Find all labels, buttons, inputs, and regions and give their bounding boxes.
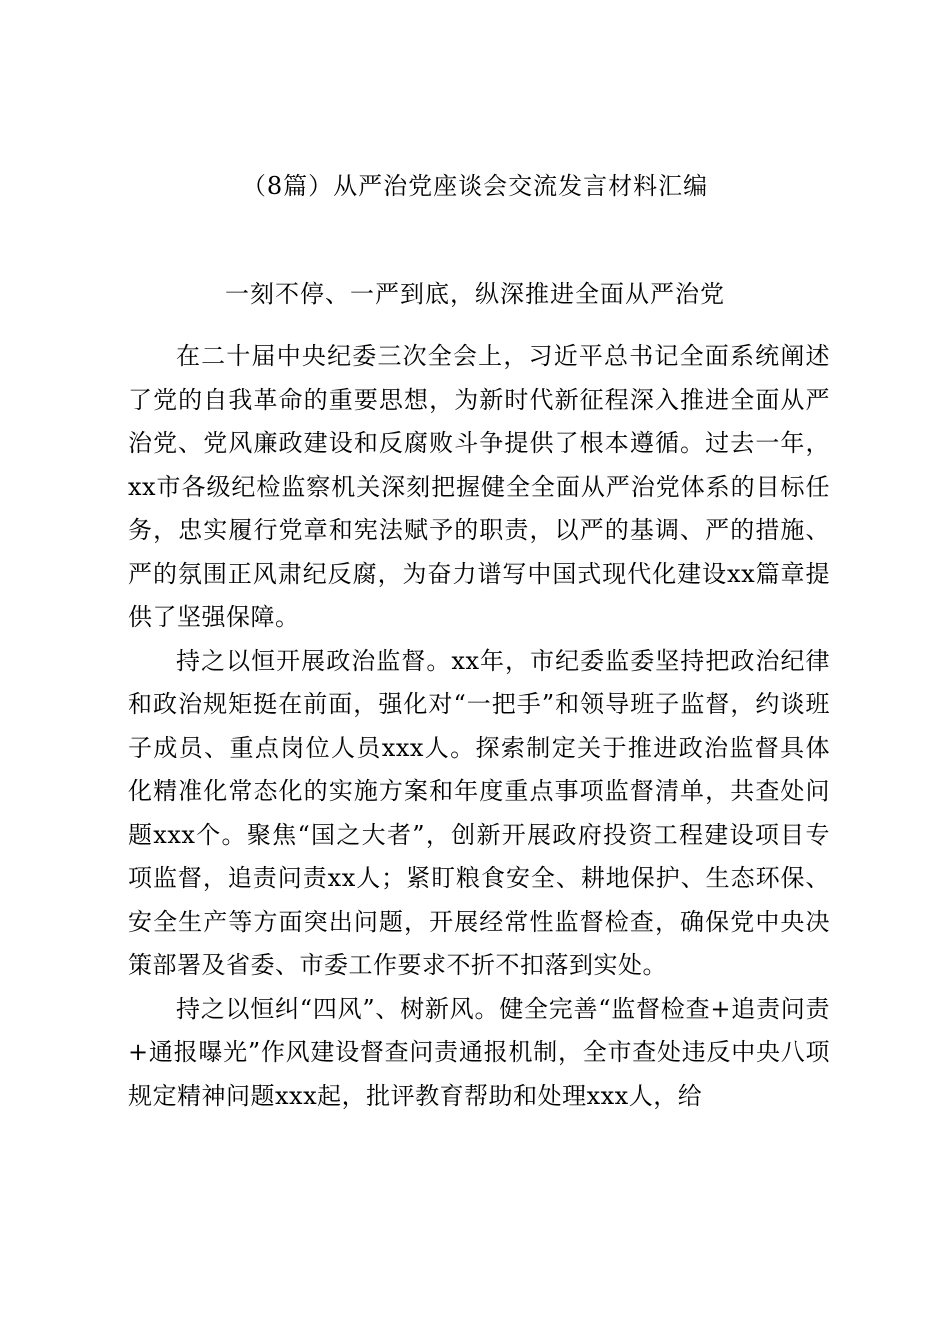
document-title: （8篇）从严治党座谈会交流发言材料汇编: [241, 172, 709, 200]
document-body: [128, 335, 830, 1118]
paragraph-four-winds: 持之以恒纠“四风”、树新风。健全完善“监督检查+追责问责+通报曝光”作风建设督查问责通报机制，全市查处违反中央八项规定精神问题xxx起，批评教育帮助和处理xxx人，给: [128, 994, 830, 1110]
paragraph-intro: 在二十届中央纪委三次全会上，习近平总书记全面系统阐述了党的自我革命的重要思想，为新时代新征程深入推进全面从严治党、党风廉政建设和反腐败斗争提供了根本遵循。过去一年，xx市各级纪检监察机关深刻把握健全全面从严治党体系的目标任务，忠实履行党章和宪法赋予的职责，以严的基调、严的措施、严的氛围正风肃纪反腐，为奋力谱写中国式现代化建设xx篇章提供了坚强保障。: [128, 342, 830, 631]
paragraph-political-supervision: 持之以恒开展政治监督。xx年，市纪委监委坚持把政治纪律和政治规矩挺在前面，强化对“一把手”和领导班子监督，约谈班子成员、重点岗位人员xxx人。探索制定关于推进政治监督具体化精准化常态化的实施方案和年度重点事项监督清单，共查处问题xxx个。聚焦“国之大者”，创新开展政府投资工程建设项目专项监督，追责问责xx人；紧盯粮食安全、耕地保护、生态环保、安全生产等方面突出问题，开展经常性监督检查，确保党中央决策部署及省委、市委工作要求不折不扣落到实处。: [128, 646, 830, 979]
section-title: 一刻不停、一严到底，纵深推进全面从严治党: [225, 280, 725, 308]
